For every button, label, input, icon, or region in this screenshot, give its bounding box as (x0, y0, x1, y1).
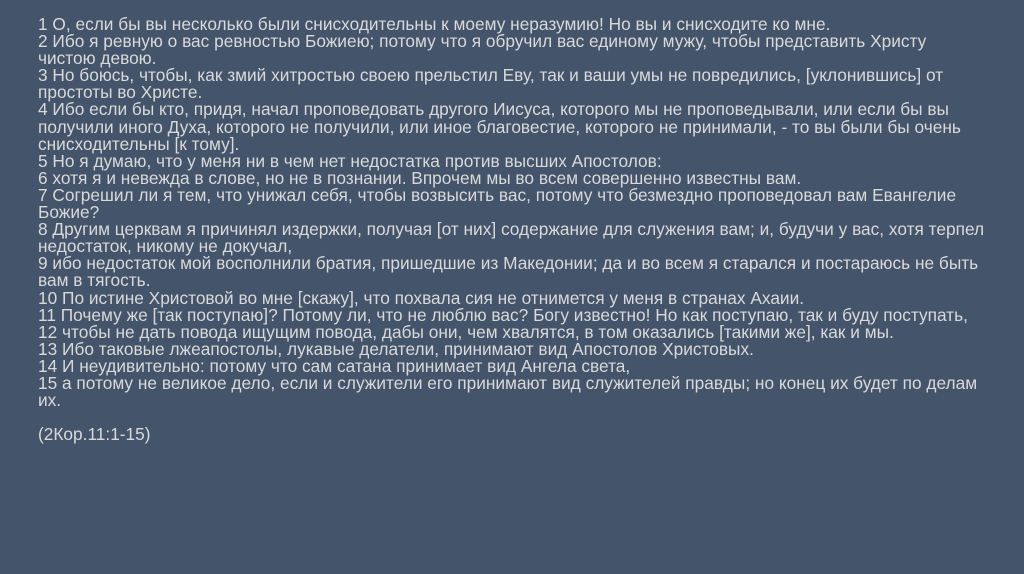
verse-5: 5 Но я думаю, что у меня ни в чем нет недостатка против высших Апостолов: (38, 150, 662, 171)
verse-2: 2 Ибо я ревную о вас ревностью Божиею; потому что я обручил вас единому мужу, чтобы представить Христу чистою девою. (38, 31, 927, 69)
scripture-reference: (2Кор.11:1-15) (38, 424, 151, 445)
verse-9: 9 ибо недостаток мой восполнили братия, пришедшие из Македонии; да и во всем я старался и постараюсь не быть вам в тягость. (38, 253, 979, 291)
scripture-text (38, 16, 988, 461)
verse-11: 11 Почему же [так поступаю]? Потому ли, что не люблю вас? Богу известно! Но как поступаю, так и буду поступать, (38, 304, 968, 325)
verse-7: 7 Согрешил ли я тем, что унижал себя, чтобы возвысить вас, потому что безмездно проповедовал вам Евангелие Божие? (38, 184, 957, 223)
verse-6: 6 хотя я и невежда в слове, но не в познании. Впрочем мы во всем совершенно известны вам. (38, 167, 802, 188)
verse-1: 1 О, если бы вы несколько были снисходительны к моему неразумию! Но вы и снисходите ко мне. (38, 14, 831, 34)
verse-13: 13 Ибо таковые лжеапостолы, лукавые делатели, принимают вид Апостолов Христовых. (38, 338, 754, 359)
verse-12: 12 чтобы не дать повода ищущим повода, дабы они, чем хвалятся, в том оказались [такими же], как и мы. (38, 321, 894, 342)
verse-10: 10 По истине Христовой во мне [скажу], что похвала сия не отнимется у меня в странах Ахаии. (38, 287, 805, 308)
verse-8: 8 Другим церквам я причинял издержки, получая [от них] содержание для служения вам; и, будучи у вас, хотя терпел недостаток, никому не докучал, (38, 219, 985, 257)
verse-14: 14 И неудивительно: потому что сам сатана принимает вид Ангела света, (38, 355, 631, 376)
verse-4: 4 Ибо если бы кто, придя, начал проповедовать другого Иисуса, которого мы не проповедывали, или если бы вы получили иного Духа, которого не получили, или иное благовестие, которого не принимали, - то вы были бы очень снисходительны [к тому]. (38, 99, 961, 154)
verse-3: 3 Но боюсь, чтобы, как змий хитростью своею прельстил Еву, так и ваши умы не повредились, [уклонившись] от простоты во Христе. (38, 65, 944, 103)
verse-15: 15 а потому не великое дело, если и служители его принимают вид служителей правды; но конец их будет по делам их. (38, 372, 978, 411)
